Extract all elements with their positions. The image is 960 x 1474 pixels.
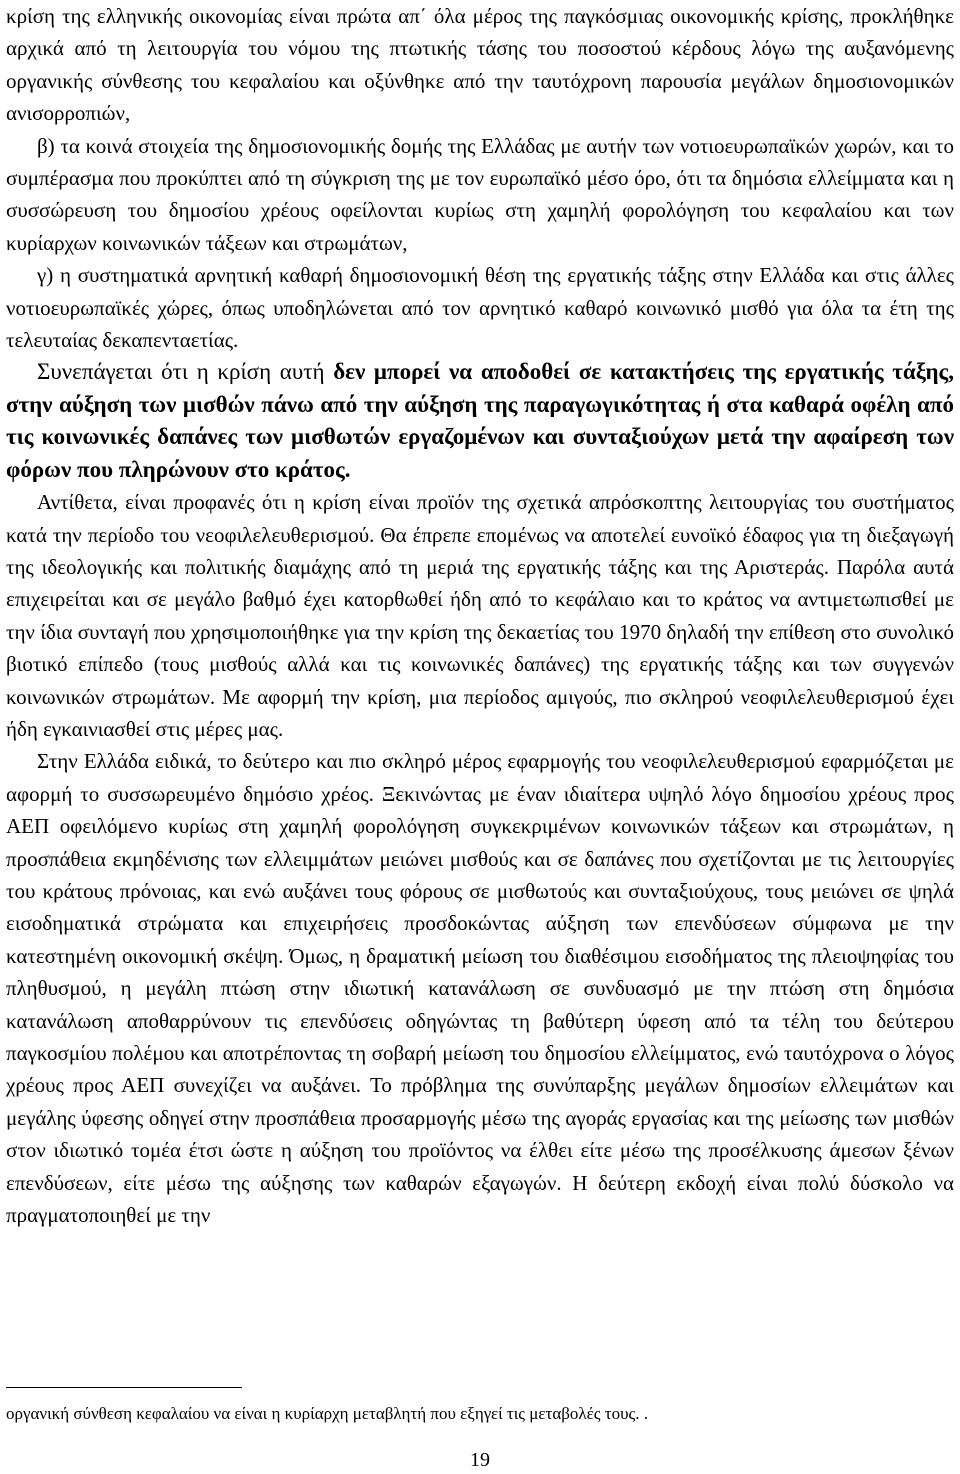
paragraph-3: γ) η συστηματικά αρνητική καθαρή δημοσιονομική θέση της εργατικής τάξης στην Ελλάδα και στις άλλες νοτιοευρωπαϊκές χώρες, όπως υποδηλώνεται από τον αρνητικό καθαρό κοινωνικό μισθό για όλα τα έτη της τελευταίας δεκαπενταετίας. [6, 263, 954, 353]
paragraph-1: κρίση της ελληνικής οικονομίας είναι πρώτα απ΄ όλα μέρος της παγκόσμιας οικονομικής κρίσης, προκλήθηκε αρχικά από τη λειτουργία του νόμου της πτωτικής τάσης του ποσοστού κέρδους λόγω της αυξανόμενης οργανικής σύνθεσης του κεφαλαίου και οξύνθηκε από την ταυτόχρονη παρουσία μεγάλων δημοσιονομικών ανισορροπιών, [6, 4, 954, 126]
paragraph-2: β) τα κοινά στοιχεία της δημοσιονομικής δομής της Ελλάδας με αυτήν των νοτιοευρωπαϊκών χωρών, και το συμπέρασμα που προκύπτει από τη σύγκριση της με τον ευρωπαϊκό μέσο όρο, ότι τα δημόσια ελλείμματα και η συσσώρευση του δημοσίου χρέους οφείλονται κυρίως στη χαμηλή φορολόγηση του κεφαλαίου και των κυρίαρχων κοινωνικών τάξεων και στρωμάτων, [6, 133, 954, 255]
paragraph-4-bold: δεν μπορεί να αποδοθεί σε κατακτήσεις της εργατικής τάξης, στην αύξηση των μισθών πάνω από την αύξηση της παραγωγικότητας ή στα καθαρά οφέλη από τις κοινωνικές δαπάνες των μισθωτών εργαζομένων και συνταξιούχων μετά την αφαίρεση των φόρων που πληρώνουν στο κράτος. [6, 359, 954, 482]
document-page [6, 0, 954, 1471]
page-number: 19 [470, 1449, 490, 1471]
footnote: οργανική σύνθεση κεφαλαίου να είναι η κυρίαρχη μεταβλητή που εξηγεί τις μεταβολές τους. . [6, 1404, 649, 1423]
paragraph-5: Αντίθετα, είναι προφανές ότι η κρίση είναι προϊόν της σχετικά απρόσκοπτης λειτουργίας του συστήματος κατά την περίοδο του νεοφιλελευθερισμού. Θα έπρεπε επομένως να αποτελεί ευνοϊκό έδαφος για τη διεξαγωγή της ιδεολογικής και πολιτικής διαμάχης από τη μεριά της εργατικής τάξης και της Αριστεράς. Παρόλα αυτά επιχειρείται και σε μεγάλο βαθμό έχει κατορθωθεί ήδη από το κεφάλαιο και το κράτος να αντιμετωπισθεί με την ίδια συνταγή που χρησιμοποιήθηκε για την κρίση της δεκαετίας του 1970 δηλαδή την επίθεση στο συνολικό βιοτικό επίπεδο (τους μισθούς αλλά και τις κοινωνικές δαπάνες) της εργατικής τάξης και των συγγενών κοινωνικών στρωμάτων. Με αφορμή την κρίση, μια περίοδος αμιγούς, πιο σκληρού νεοφιλελευθερισμού έχει ήδη εγκαινιασθεί στις μέρες μας. [6, 490, 954, 741]
paragraph-4 [6, 356, 954, 486]
paragraph-4-lead: Συνεπάγεται ότι η κρίση αυτή [37, 359, 334, 385]
paragraph-6: Στην Ελλάδα ειδικά, το δεύτερο και πιο σκληρό μέρος εφαρμογής του νεοφιλελευθερισμού εφαρμόζεται με αφορμή το συσσωρευμένο δημόσιο χρέος. Ξεκινώντας με έναν ιδιαίτερα υψηλό λόγο δημοσίου χρέους προς ΑΕΠ οφειλόμενο κυρίως στη χαμηλή φορολόγηση συγκεκριμένων κοινωνικών τάξεων και στρωμάτων, η προσπάθεια εκμηδένισης των ελλειμμάτων μειώνει μισθούς και σε δαπάνες που σχετίζονται με τις λειτουργίες του κράτους πρόνοιας, και ενώ αυξάνει τους φόρους σε μισθωτούς και συνταξιούχους, τους μειώνει σε ψηλά εισοδηματικά στρώματα και επιχειρήσεις προσδοκώντας αύξηση των επενδύσεων σύμφωνα με την κατεστημένη οικονομική σκέψη. Όμως, η δραματική μείωση του διαθέσιμου εισοδήματος της πλειοψηφίας του πληθυσμού, η μεγάλη πτώση στην ιδιωτική κατανάλωση σε συνδυασμό με την πτώση στη δημόσια κατανάλωση αποθαρρύνουν τις επενδύσεις οδηγώντας τη βαθύτερη ύφεση από τα τέλη του δεύτερου παγκοσμίου πολέμου και αποτρέποντας τη σοβαρή μείωση του δημοσίου ελλείμματος, ενώ ταυτόχρονα ο λόγος χρέους προς ΑΕΠ συνεχίζει να αυξάνει. Το πρόβλημα της συνύπαρξης μεγάλων δημοσίων ελλειμάτων και μεγάλης ύφεσης οδηγεί στην προσπάθεια προσαρμογής μέσω της αγοράς εργασίας και της μείωσης των μισθών στον ιδιωτικό τομέα έτσι ώστε η αύξηση του προϊόντος να έλθει είτε μέσω της προσέλκυσης άμεσων ξένων επενδύσεων, είτε μέσω της αύξησης των καθαρών εξαγωγών. Η δεύτερη εκδοχή είναι πολύ δύσκολο να πραγματοποιηθεί με την [6, 749, 954, 1228]
body-text [6, 0, 954, 1231]
footnote-separator [6, 1387, 242, 1388]
